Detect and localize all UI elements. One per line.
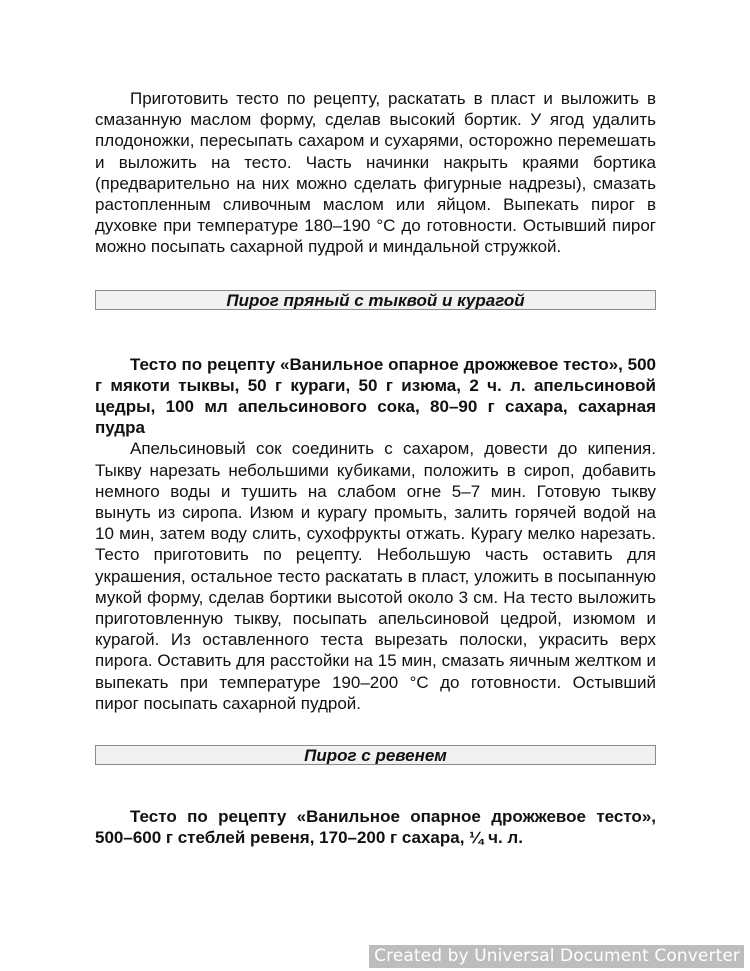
- recipe-heading: Пирог с ревенем: [95, 745, 656, 765]
- method-paragraph: Апельсиновый сок соединить с сахаром, довести до кипения. Тыкву нарезать небольшими кубиками, положить в сироп, добавить немного воды и тушить на слабом огне 5–7 мин. Готовую тыкву вынуть из сиропа. Изюм и курагу промыть, залить горячей водой на 10 мин, затем воду слить, сухофрукты отжать. Курагу мелко нарезать. Тесто приготовить по рецепту. Небольшую часть оставить для украшения, остальное тесто раскатать в пласт, уложить в посыпанную мукой форму, сделав бортики высотой около 3 см. На тесто выложить приготовленную тыкву, посыпать апельсиновой цедрой, изюмом и курагой. Из оставленного теста вырезать полоски, украсить верх пирога. Оставить для расстойки на 15 мин, смазать яичным желтком и выпекать при температуре 190–200 °С до готовности. Остывший пирог посыпать сахарной пудрой.: [95, 439, 656, 713]
- ingredients-paragraph: Тесто по рецепту «Ванильное опарное дрожжевое тесто», 500–600 г стеблей ревеня, 170–200 г сахара, ¼ ч. л.: [95, 807, 656, 848]
- watermark-label: Created by Universal Document Converter: [369, 945, 744, 968]
- ingredients-paragraph: Тесто по рецепту «Ванильное опарное дрожжевое тесто», 500 г мякоти тыквы, 50 г кураги, 50 г изюма, 2 ч. л. апельсиновой цедры, 100 мл апельсинового сока, 80–90 г сахара, сахарная пудра: [95, 354, 656, 438]
- document-page: [95, 88, 656, 848]
- recipe-heading: Пирог пряный с тыквой и курагой: [95, 290, 656, 310]
- body-paragraph: Приготовить тесто по рецепту, раскатать в пласт и выложить в смазанную маслом форму, сделав высокий бортик. У ягод удалить плодоножки, пересыпать сахаром и сухарями, осторожно перемешать и выложить на тесто. Часть начинки накрыть краями бортика (предварительно на них можно сделать фигурные надрезы), смазать растопленным сливочным маслом или яйцом. Выпекать пирог в духовке при температуре 180–190 °С до готовности. Остывший пирог можно посыпать сахарной пудрой и миндальной стружкой.: [95, 89, 656, 257]
